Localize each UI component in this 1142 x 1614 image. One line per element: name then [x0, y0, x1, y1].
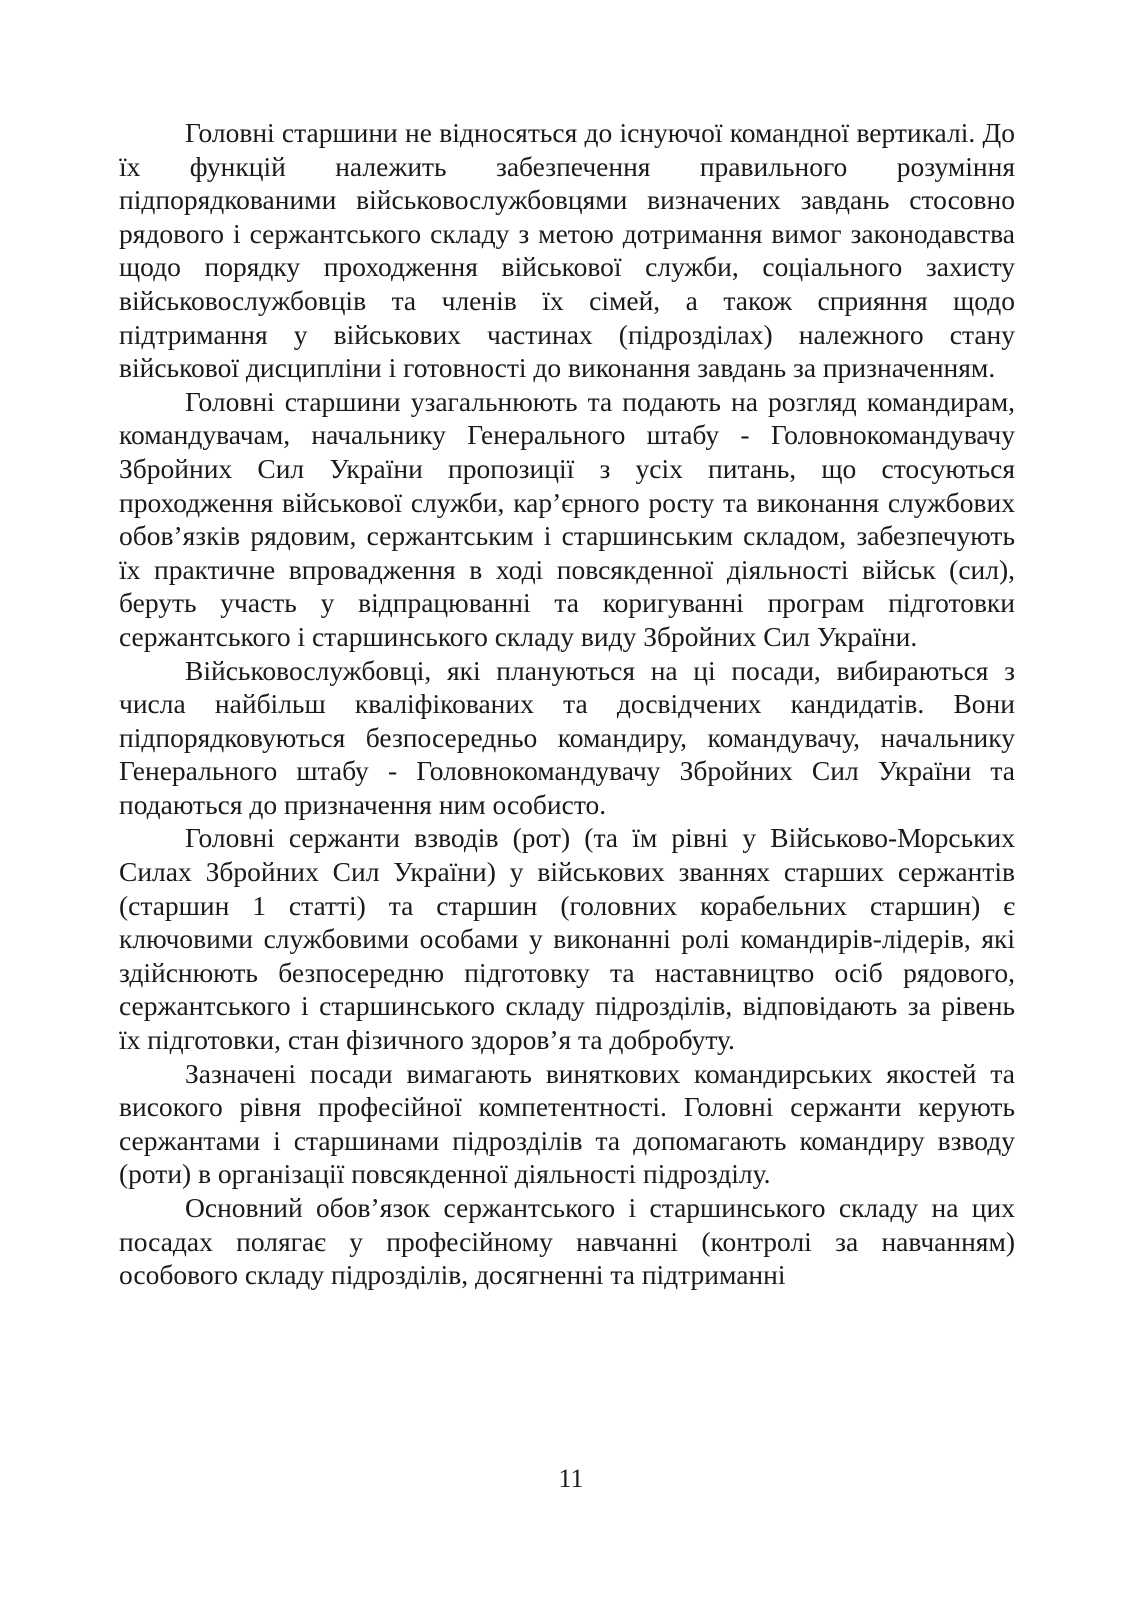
paragraph-3: Військовослужбовці, які плануються на ці посади, вибираються з числа найбільш кваліфікованих та досвідчених кандидатів. Вони підпорядковуються безпосередньо командиру, командувачу, начальнику Генерального штабу - Головнокомандувачу Збройних Сил України та подаються до призначення ним особисто.	[119, 654, 1015, 820]
paragraph-5: Зазначені посади вимагають виняткових командирських якостей та високого рівня професійної компетентності. Головні сержанти керують сержантами і старшинами підрозділів та допомагають командиру взводу (роти) в організації повсякденної діяльності підрозділу.	[119, 1057, 1015, 1190]
paragraph-2: Головні старшини узагальнюють та подають на розгляд командирам, командувачам, начальнику Генерального штабу - Головнокомандувачу Збройних Сил України пропозиції з усіх питань, що стосуються проходження військової служби, кар’єрного росту та виконання службових обов’язків рядовим, сержантським і старшинським складом, забезпечують їх практичне впровадження в ході повсякденної діяльності військ (сил), беруть участь у відпрацюванні та коригуванні програм підготовки сержантського і старшинського складу виду Збройних Сил України.	[119, 385, 1015, 652]
paragraph-4: Головні сержанти взводів (рот) (та їм рівні у Військово-Морських Силах Збройних Сил України) у військових званнях старших сержантів (старшин 1 статті) та старшин (головних корабельних старшин) є ключовими службовими особами у виконанні ролі командирів-лідерів, які здійснюють безпосередню підготовку та наставництво осіб рядового, сержантського і старшинського складу підрозділів, відповідають за рівень їх підготовки, стан фізичного здоров’я та добробуту.	[119, 822, 1015, 1056]
paragraph-1: Головні старшини не відносяться до існуючої командної вертикалі. До їх функцій належить забезпечення правильного розуміння підпорядкованими військовослужбовцями визначених завдань стосовно рядового і сержантського складу з метою дотримання вимог законодавства щодо порядку проходження військової служби, соціального захисту військовослужбовців та членів їх сімей, а також сприяння щодо підтримання у військових частинах (підрозділах) належного стану військової дисципліни і готовності до виконання завдань за призначенням.	[119, 117, 1015, 384]
page-number: 11	[558, 1464, 584, 1493]
paragraph-6: Основний обов’язок сержантського і старшинського складу на цих посадах полягає у професійному навчанні (контролі за навчанням) особового складу підрозділів, досягненні та підтриманні	[119, 1192, 1015, 1291]
body-text	[119, 116, 1015, 1292]
